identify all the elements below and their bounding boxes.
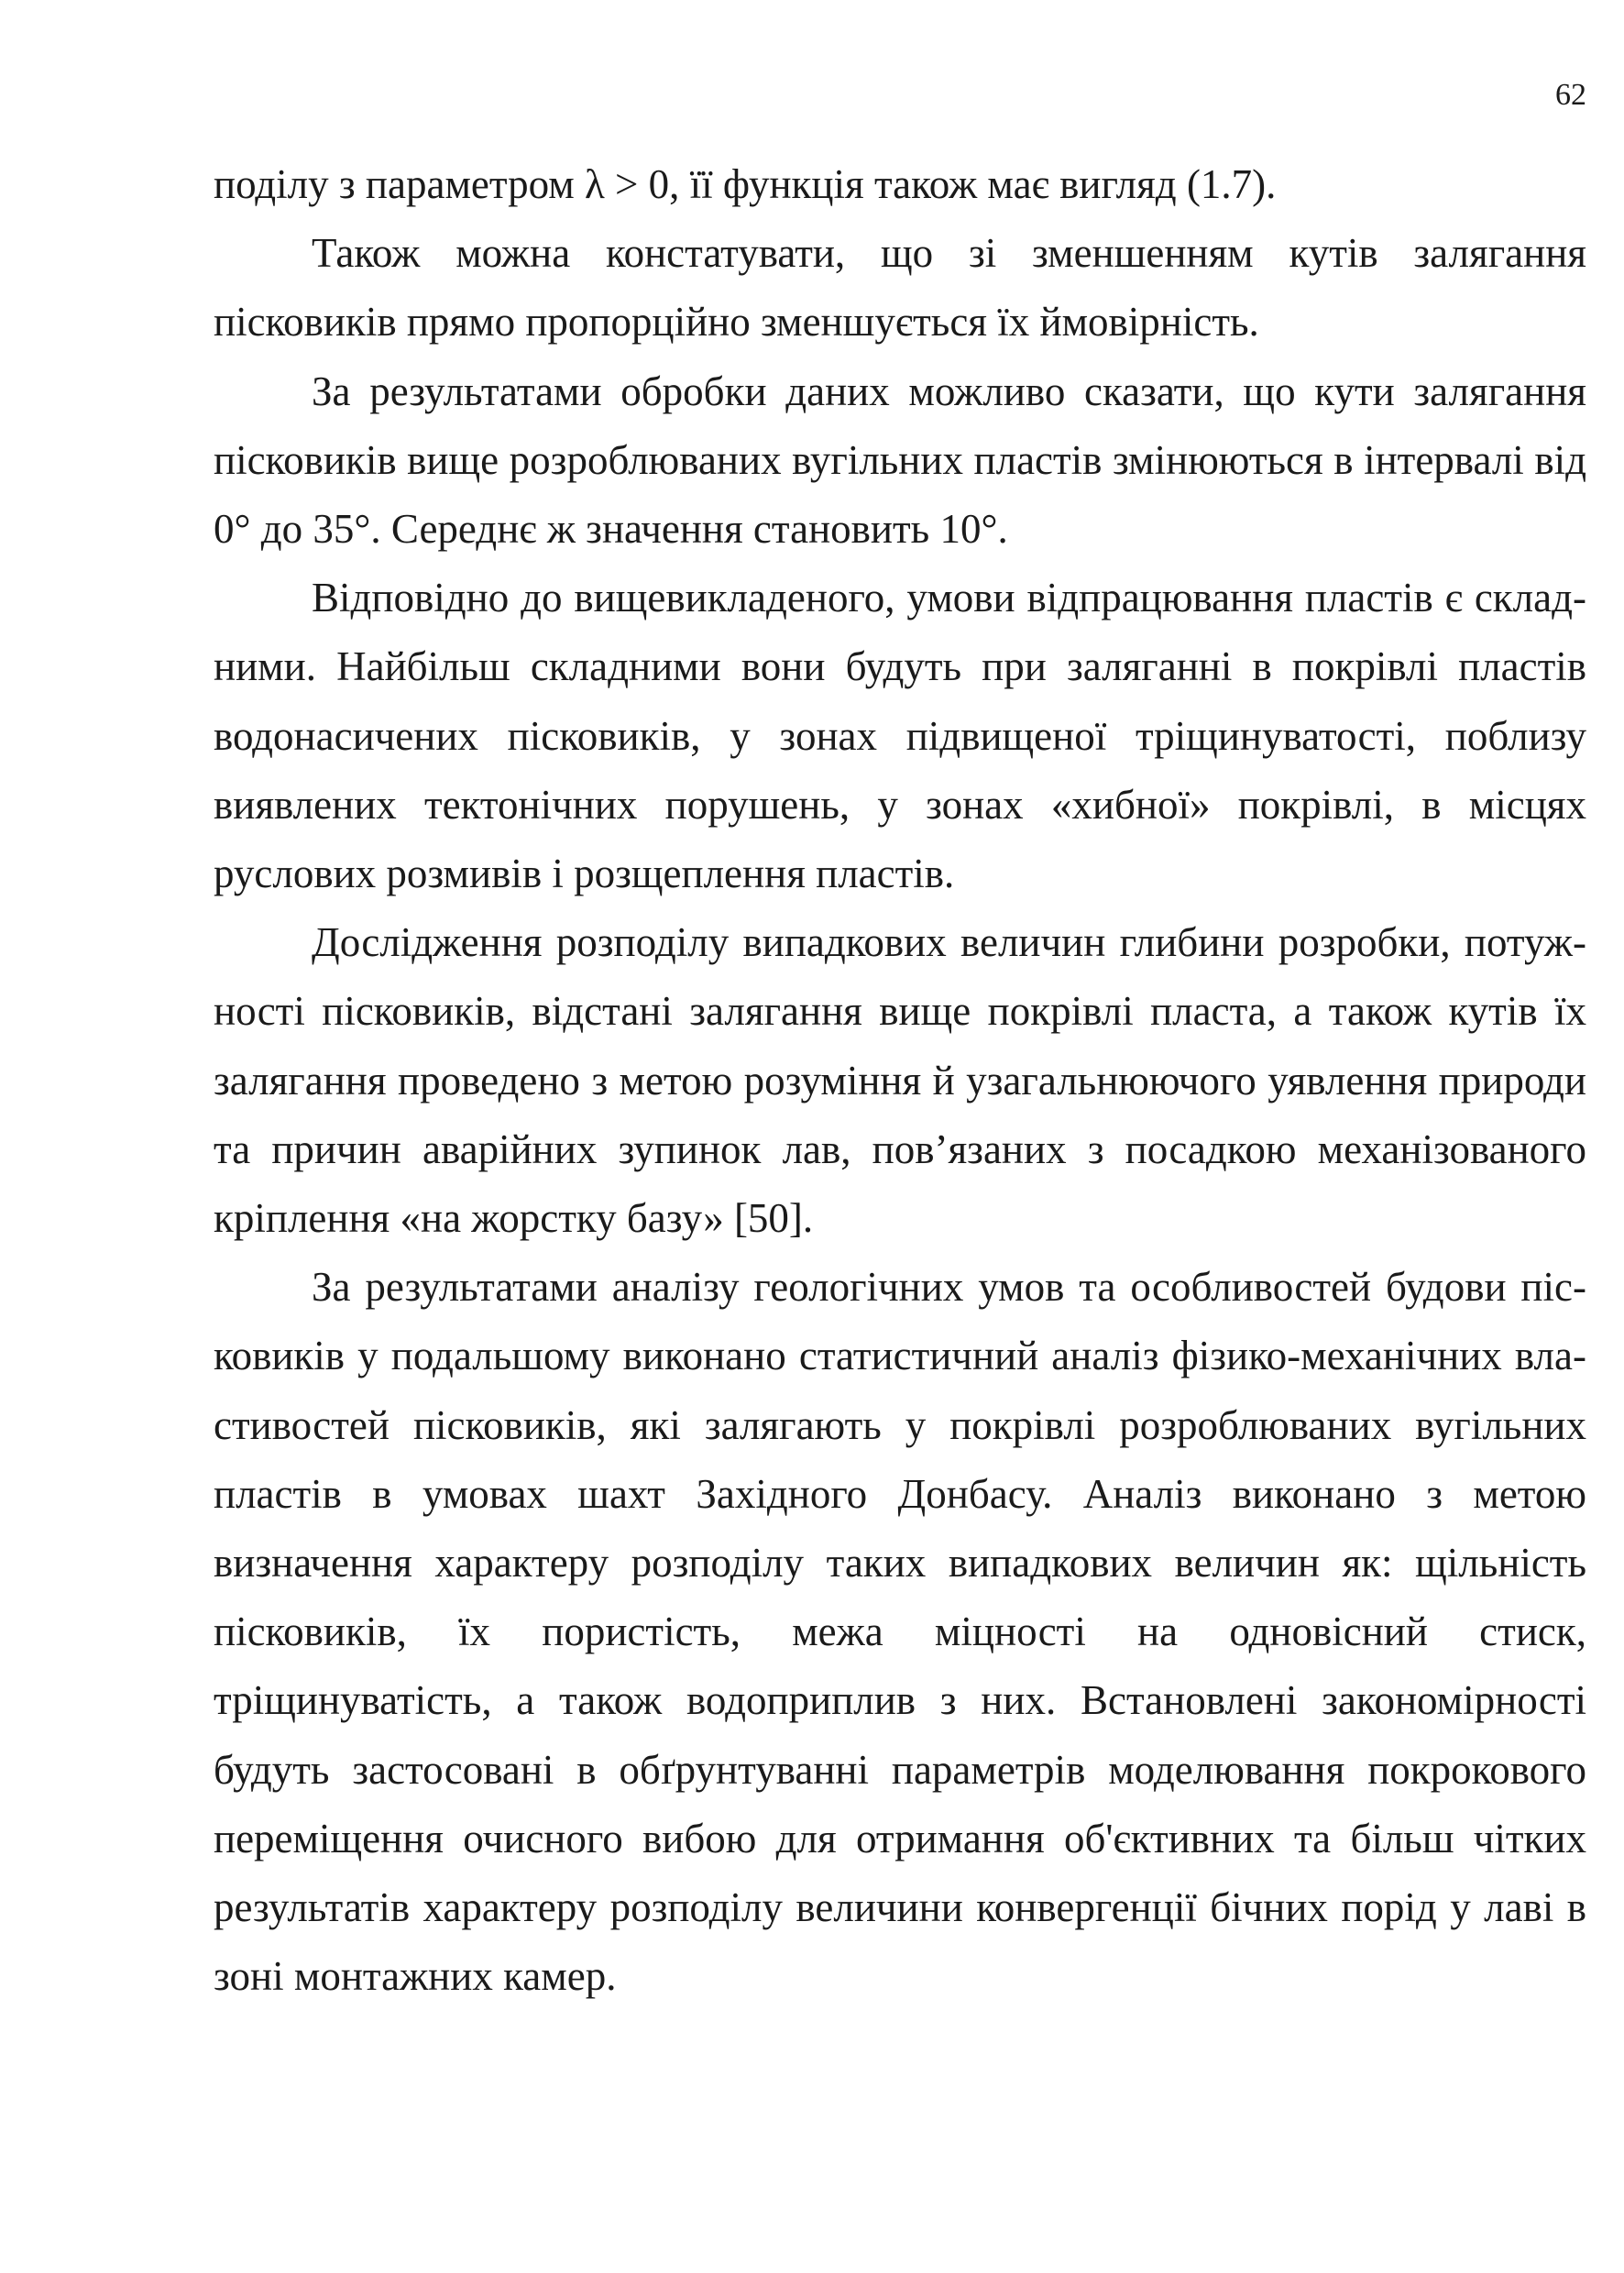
paragraph-6: За результатами аналізу геологічних умов та особливостей будови пісковиків у подальшому виконано статистичний аналіз фізико-механічних властивостей пісковиків, які залягають у покрівлі розроблюваних вугільних пластів в умовах шахт Західного Донбасу. Аналіз виконано з метою визначення характеру розподілу таких випадкових величин як: щільність пісковиків, їх пористість, межа міцності на одновісний стиск, тріщинуватість, а також водоприплив з них. Встановлені закономірності будуть застосовані в обґрунтуванні параметрів моделювання покрокового переміщення очисного вибою для отримання об'єктивних та більш чітких результатів характеру розподілу величини конвергенції бічних порід у лаві в зоні монтажних камер. bbox=[214, 1264, 1586, 2000]
body-text bbox=[214, 150, 1586, 2011]
paragraph-5: Дослідження розподілу випадкових величин глибини розробки, потужності пісковиків, відстані залягання вище покрівлі пласта, а також кутів їх залягання проведено з метою розуміння й узагальнюючого уявлення природи та причин аварійних зупинок лав, пов’язаних з посадкою механізованого кріплення «на жорстку базу» [50]. bbox=[214, 919, 1586, 1242]
paragraph-4: Відповідно до вищевикладеного, умови відпрацювання пластів є складними. Найбільш складними вони будуть при заляганні в покрівлі пластів водонасичених пісковиків, у зонах підвищеної тріщинуватості, поблизу виявлених тектонічних порушень, у зонах «хибної» покрівлі, в місцях руслових розмивів і розщеплення пластів. bbox=[214, 575, 1586, 897]
paragraph-2: Також можна констатувати, що зі зменшенням кутів залягання пісковиків прямо пропорційно зменшується їх ймовірність. bbox=[214, 230, 1586, 346]
page-number: 62 bbox=[1555, 78, 1586, 112]
paragraph-3: За результатами обробки даних можливо сказати, що кути залягання пісковиків вище розроблюваних вугільних пластів змінюються в інтервалі від 0° до 35°. Середнє ж значення становить 10°. bbox=[214, 368, 1586, 553]
paragraph-1: поділу з параметром λ > 0, її функція також має вигляд (1.7). bbox=[214, 161, 1277, 207]
